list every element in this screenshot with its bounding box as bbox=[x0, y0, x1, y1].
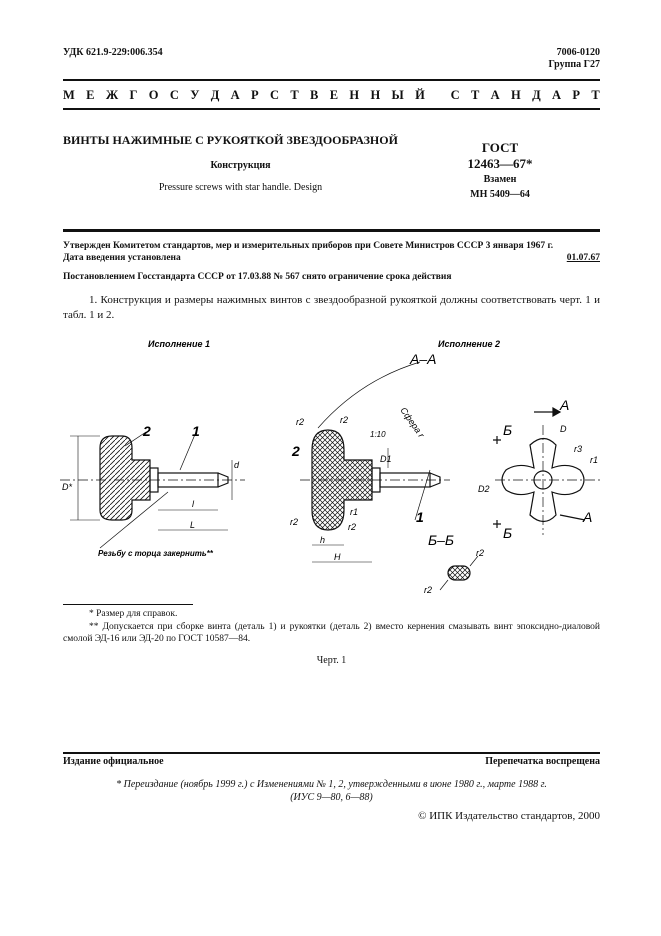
dim-d: d bbox=[234, 460, 240, 470]
heading-letter: С bbox=[450, 88, 460, 102]
section-aa-label: А–А bbox=[410, 351, 437, 367]
heading-letter: Ы bbox=[391, 88, 404, 102]
dim-D1: D1 bbox=[380, 454, 392, 464]
heading-rule bbox=[63, 108, 600, 110]
front-r1: r1 bbox=[590, 455, 599, 465]
english-title: Pressure screws with star handle. Design bbox=[158, 182, 323, 193]
variant-1-part-2: 2 bbox=[143, 423, 151, 439]
replaces-block bbox=[440, 172, 560, 202]
resolution-text: Постановлением Госстандарта СССР от 17.03.88 № 567 снято ограничение срока действия bbox=[63, 272, 452, 282]
bb-r2-bottom: r2 bbox=[424, 585, 433, 595]
heading-letter: Н bbox=[349, 88, 360, 102]
approval-block bbox=[63, 240, 600, 264]
heading-letter: С bbox=[169, 88, 179, 102]
top-rule bbox=[63, 79, 600, 81]
heading-letter: О bbox=[148, 88, 159, 102]
document-code bbox=[548, 47, 600, 71]
aa-r1: r1 bbox=[350, 507, 359, 517]
dim-L: L bbox=[190, 520, 196, 530]
aa-r2-lower-left: r2 bbox=[290, 517, 299, 527]
footnote-2: ** Допускается при сборке винта (деталь 1) и рукоятки (деталь 2) вместо кернения смазывать винт эпоксидно-диаловой смолой ЭД-16 или ЭД-20 по ГОСТ 10587—84. bbox=[63, 622, 600, 644]
variant-1-caption: Исполнение 1 bbox=[148, 339, 210, 349]
udk-code: УДК 621.9-229:006.354 bbox=[63, 47, 163, 58]
heading-letter: Д bbox=[532, 88, 541, 102]
dim-h: h bbox=[320, 535, 326, 545]
dim-H: H bbox=[334, 552, 341, 562]
dim-l: l bbox=[192, 499, 194, 509]
arrow-A-top: А bbox=[560, 397, 570, 413]
replaces-label: Взамен bbox=[483, 174, 517, 185]
heading-letter: Н bbox=[511, 88, 521, 102]
heading-letter: Т bbox=[470, 88, 480, 102]
heading-letter: Т bbox=[290, 88, 299, 102]
footer-rule bbox=[63, 752, 600, 754]
reissue-line-1: * Переиздание (ноябрь 1999 г.) с Изменениями № 1, 2, утвержденными в июне 1980 г., марте 1988 г. bbox=[116, 779, 547, 790]
heading-letter: С bbox=[270, 88, 280, 102]
heading-letter: Т bbox=[591, 88, 600, 102]
code-number: 7006-0120 bbox=[556, 47, 600, 58]
heading-letter: А bbox=[552, 88, 562, 102]
heading-letter: А bbox=[490, 88, 500, 102]
interstate-standard-heading bbox=[63, 88, 600, 103]
gost-label: ГОСТ bbox=[481, 140, 519, 155]
front-dim-D2: D2 bbox=[478, 484, 490, 494]
figure-caption: Черт. 1 bbox=[316, 655, 347, 666]
heading-letter: Д bbox=[210, 88, 220, 102]
reprint-prohibited: Перепечатка воспрещена bbox=[485, 756, 600, 767]
heading-letter: Е bbox=[86, 88, 95, 102]
date-label: Дата введения установлена bbox=[63, 253, 181, 263]
standard-title: ВИНТЫ НАЖИМНЫЕ С РУКОЯТКОЙ ЗВЕЗДООБРАЗНОЙ bbox=[63, 133, 398, 147]
thread-note: Резьбу с торца закернить** bbox=[98, 549, 213, 558]
reissue-line-2: (ИУС 9—80, 6—88) bbox=[290, 792, 373, 803]
heading-letter: Р bbox=[572, 88, 581, 102]
replaces-number: МН 5409—64 bbox=[470, 189, 530, 200]
reissue-note bbox=[63, 778, 600, 804]
heading-letter: Ж bbox=[105, 88, 119, 102]
aa-r2-upper: r2 bbox=[340, 415, 349, 425]
heading-letter: М bbox=[63, 88, 75, 102]
arrow-A-bottom: А bbox=[583, 509, 593, 525]
heading-letter: А bbox=[230, 88, 240, 102]
standard-subtitle: Конструкция bbox=[210, 160, 271, 171]
heading-letter: В bbox=[310, 88, 319, 102]
front-dim-D: D bbox=[560, 424, 567, 434]
arrow-B-top: Б bbox=[503, 422, 513, 438]
front-r3: r3 bbox=[574, 444, 583, 454]
gost-number-block bbox=[440, 140, 560, 172]
group-code: Группа Г27 bbox=[548, 59, 600, 70]
variant-2-caption: Исполнение 2 bbox=[438, 339, 500, 349]
approval-text: Утвержден Комитетом стандартов, мер и измерительных приборов при Совете Министров СССР 3 января 1967 г. bbox=[63, 241, 554, 251]
bb-r2-top: r2 bbox=[476, 548, 485, 558]
title-rule bbox=[63, 229, 600, 232]
footnote-rule bbox=[63, 604, 193, 605]
heading-letter bbox=[436, 88, 439, 103]
copyright: © ИПК Издательство стандартов, 2000 bbox=[418, 810, 600, 822]
aa-r2-lower: r2 bbox=[348, 522, 357, 532]
heading-letter: Й bbox=[415, 88, 425, 102]
dim-D: D* bbox=[62, 482, 73, 492]
paragraph-1: 1. Конструкция и размеры нажимных винтов с звездообразной рукояткой должны соответствовать черт. 1 и табл. 1 и 2. bbox=[63, 294, 600, 321]
heading-letter: Е bbox=[329, 88, 339, 102]
variant-1-part-1: 1 bbox=[192, 423, 200, 439]
variant-1-view bbox=[60, 432, 245, 548]
heading-letter: Р bbox=[251, 88, 259, 102]
sphere-label: Сфера r bbox=[398, 405, 427, 440]
gost-number: 12463—67* bbox=[467, 156, 533, 171]
introduction-date: 01.07.67 bbox=[566, 253, 600, 263]
heading-letter: Н bbox=[370, 88, 381, 102]
section-bb bbox=[440, 556, 478, 590]
variant-2-part-2: 2 bbox=[292, 443, 300, 459]
heading-letter: У bbox=[190, 88, 200, 102]
aa-r2-top: r2 bbox=[296, 417, 305, 427]
taper-label: 1:10 bbox=[370, 430, 386, 439]
technical-drawing bbox=[0, 330, 661, 600]
arrow-B-bottom: Б bbox=[503, 525, 513, 541]
heading-letter: Г bbox=[129, 88, 138, 102]
footnote-1: * Размер для справок. bbox=[89, 609, 178, 619]
section-bb-label: Б–Б bbox=[428, 532, 455, 548]
official-edition: Издание официальное bbox=[63, 756, 164, 767]
variant-2-part-1: 1 bbox=[416, 509, 424, 525]
